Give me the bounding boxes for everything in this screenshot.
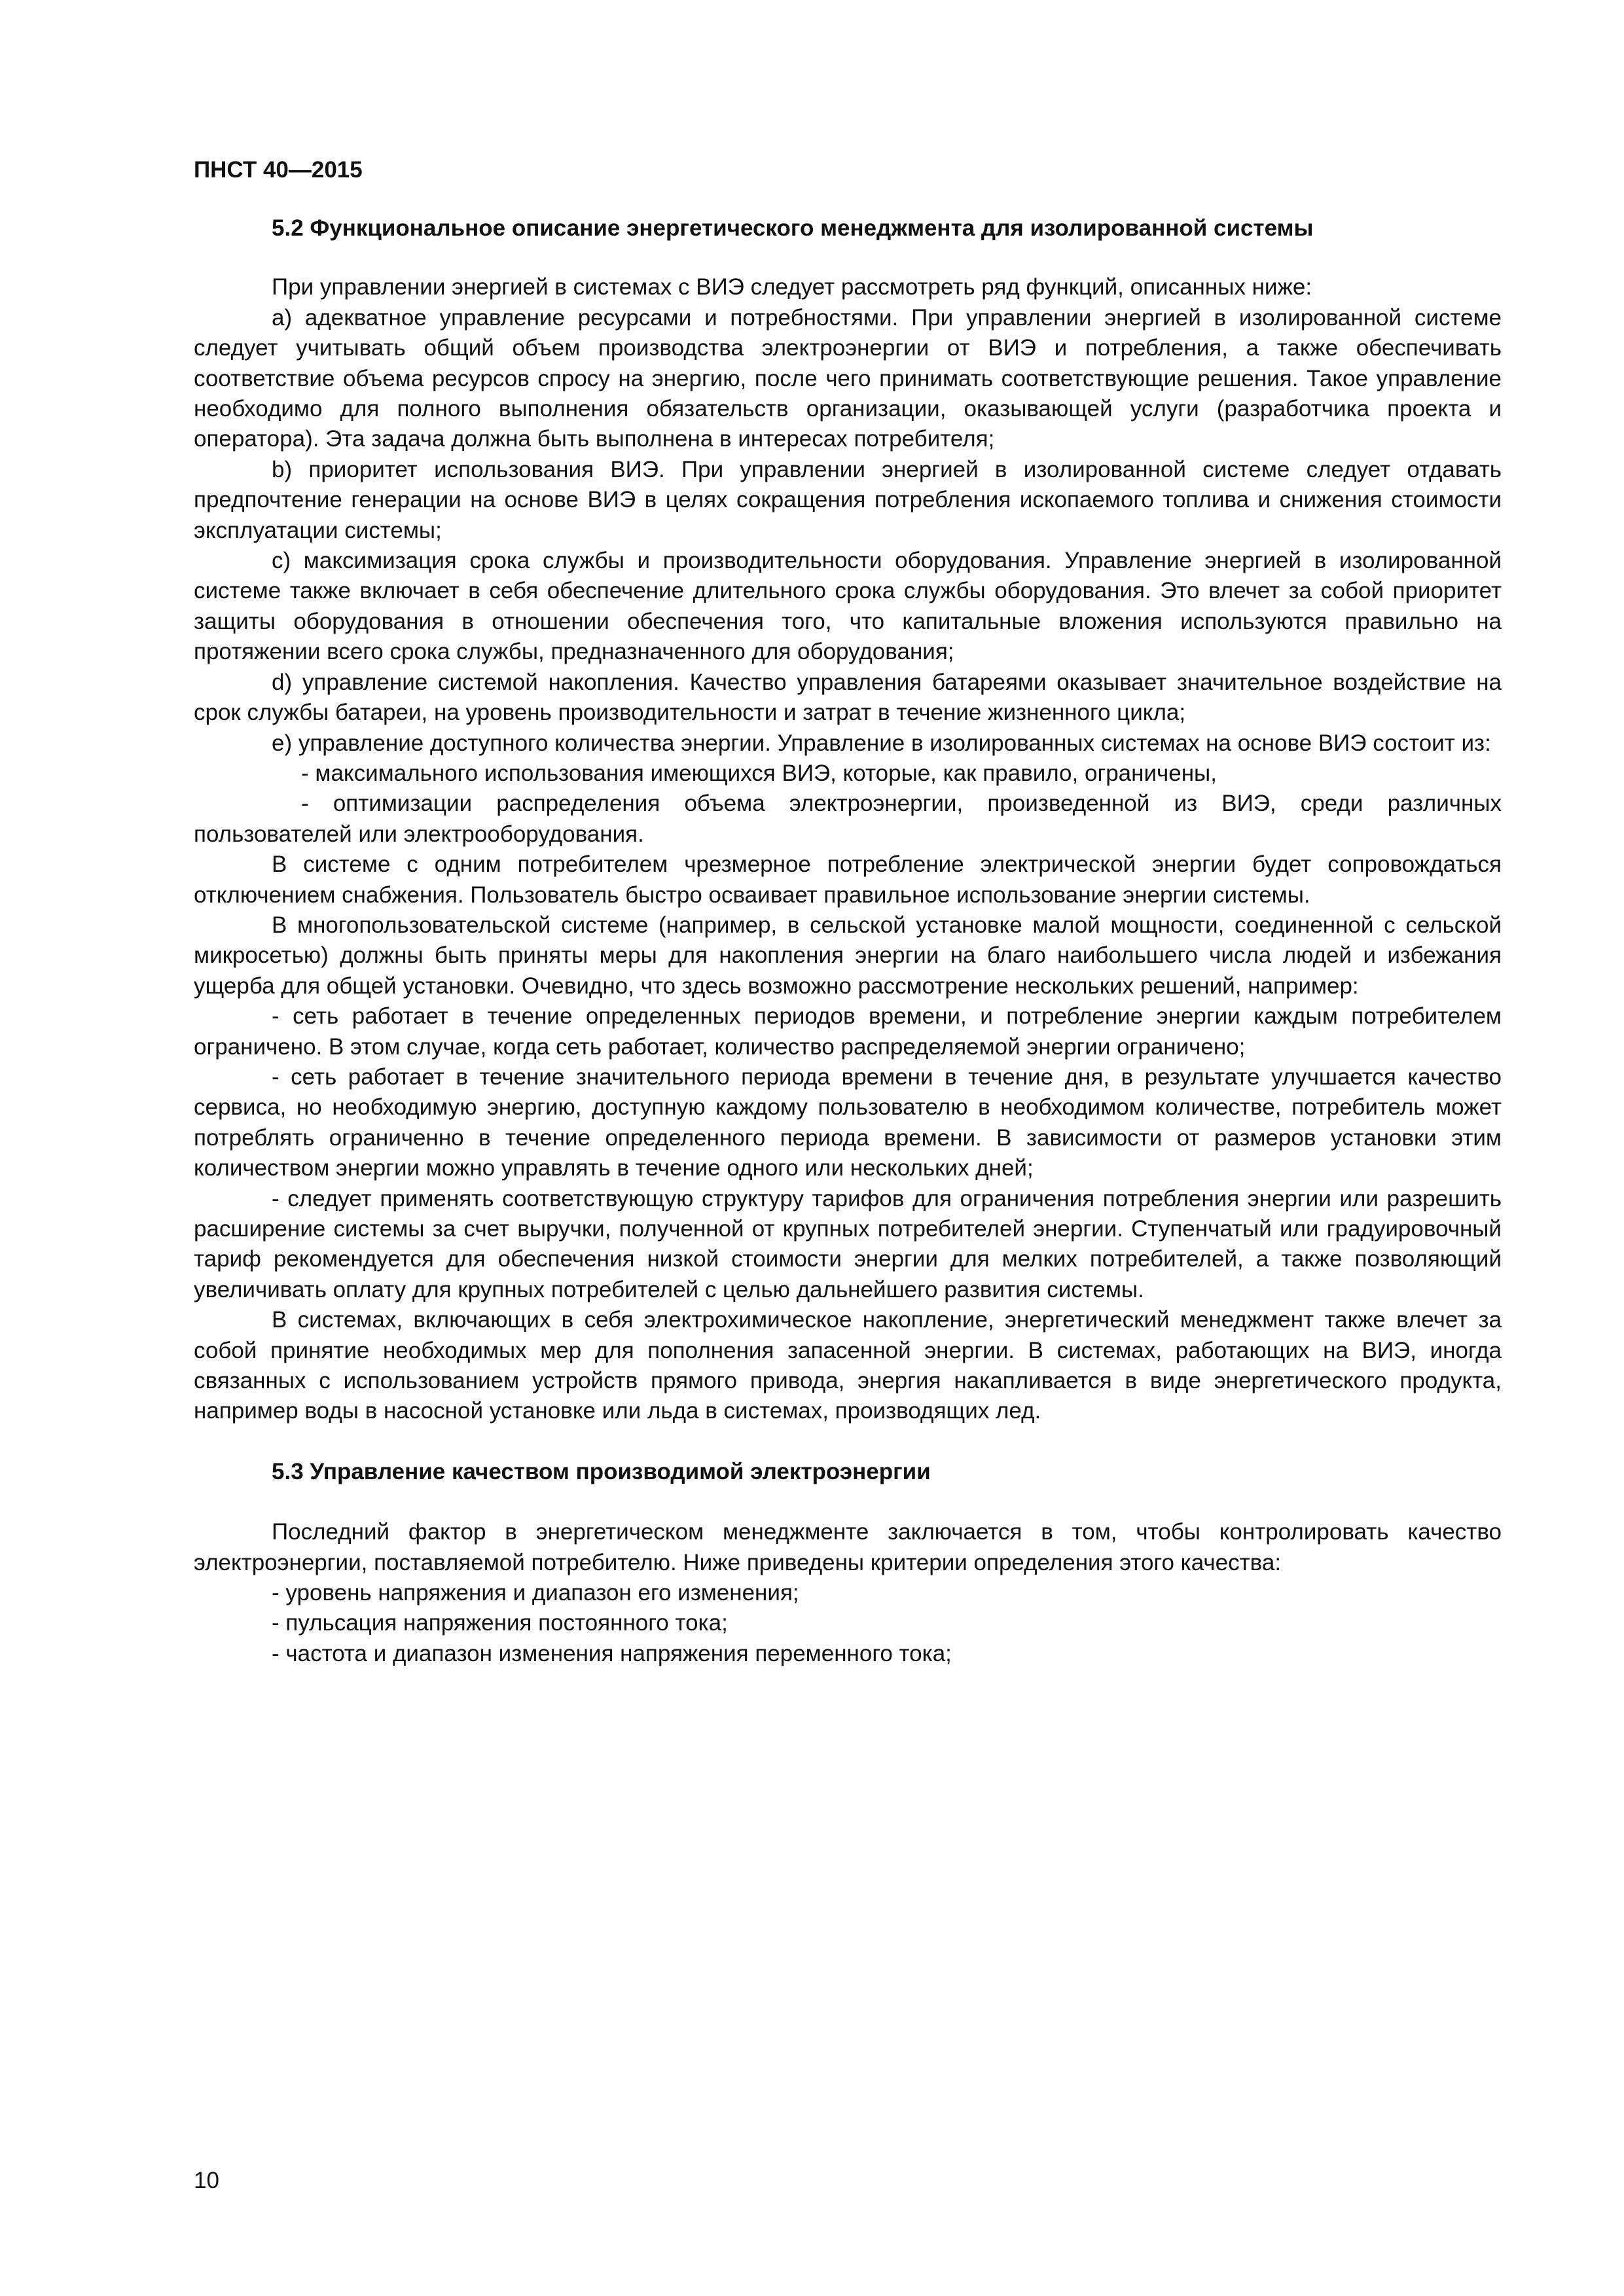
criteria-list-item: - уровень напряжения и диапазон его изменения;	[272, 1580, 799, 1606]
criteria-list-item: - пульсация напряжения постоянного тока;	[272, 1610, 728, 1636]
list-item-e: е) управление доступного количества энергии. Управление в изолированных системах на основе ВИЭ состоит из:	[272, 730, 1491, 756]
list-item-c: с) максимизация срока службы и производительности оборудования. Управление энергией в изолированной системе также включает в себя обеспечение длительного срока службы оборудования. Это влечет за собой приоритет защиты оборудования в отношении обеспечения того, что капитальные вложения используются правильно на протяжении всего срока службы, предназначенного для оборудования;	[194, 548, 1502, 665]
section-5-3-heading: 5.3 Управление качеством производимой электроэнергии	[272, 1458, 931, 1484]
paragraph: В системах, включающих в себя электрохимическое накопление, энергетический менеджмент также влечет за собой принятие необходимых мер для пополнения запасенной энергии. В системах, работающих на ВИЭ, иногда связанных с использованием устройств прямого привода, энергия накапливается в виде энергетического продукта, например воды в насосной установке или льда в системах, производящих лед.	[194, 1307, 1502, 1424]
paragraph: Последний фактор в энергетическом менеджменте заключается в том, чтобы контролировать качество электроэнергии, поставляемой потребителю. Ниже приведены критерии определения этого качества:	[194, 1519, 1502, 1575]
dash-list-item: - сеть работает в течение значительного периода времени в течение дня, в результате улучшается качество сервиса, но необходимую энергию, доступную каждому пользователю в необходимом количестве, потребитель может потреблять ограниченно в течение определенного периода времени. В зависимости от размеров установки этим количеством энергии можно управлять в течение одного или нескольких дней;	[194, 1064, 1502, 1181]
page-number: 10	[194, 2168, 219, 2193]
list-item-d: d) управление системой накопления. Качество управления батареями оказывает значительное воздействие на срок службы батареи, на уровень производительности и затрат в течение жизненного цикла;	[194, 669, 1502, 726]
sub-list-item: - максимального использования имеющихся ВИЭ, которые, как правило, ограничены,	[301, 760, 1217, 786]
paragraph: В многопользовательской системе (например, в сельской установке малой мощности, соединенной с сельской микросетью) должны быть приняты меры для накопления энергии на благо наибольшего числа людей и избежания ущерба для общей установки. Очевидно, что здесь возможно рассмотрение нескольких решений, например:	[194, 912, 1502, 999]
page-content	[194, 213, 1502, 1669]
sub-list-item: - оптимизации распределения объема электроэнергии, произведенной из ВИЭ, среди различных пользователей или электрооборудования.	[194, 791, 1502, 847]
dash-list-item: - следует применять соответствующую структуру тарифов для ограничения потребления энергии или разрешить расширение системы за счет выручки, полученной от крупных потребителей энергии. Ступенчатый или градуировочный тариф рекомендуется для обеспечения низкой стоимости энергии для мелких потребителей, а также позволяющий увеличивать оплату для крупных потребителей с целью дальнейшего развития системы.	[194, 1185, 1502, 1302]
dash-list-item: - сеть работает в течение определенных периодов времени, и потребление энергии каждым потребителем ограничено. В этом случае, когда сеть работает, количество распределяемой энергии ограничено;	[194, 1003, 1502, 1060]
list-item-a: а) адекватное управление ресурсами и потребностями. При управлении энергией в изолированной системе следует учитывать общий объем производства электроэнергии от ВИЭ и потребления, а также обеспечивать соответствие объема ресурсов спросу на энергию, после чего принимать соответствующие решения. Такое управление необходимо для полного выполнения обязательств организации, оказывающей услуги (разработчика проекта и оператора). Эта задача должна быть выполнена в интересах потребителя;	[194, 304, 1502, 452]
document-code: ПНСТ 40—2015	[194, 157, 363, 183]
list-item-b: b) приоритет использования ВИЭ. При управлении энергией в изолированной системе следует отдавать предпочтение генерации на основе ВИЭ в целях сокращения потребления ископаемого топлива и снижения стоимости эксплуатации системы;	[194, 456, 1502, 543]
criteria-list-item: - частота и диапазон изменения напряжения переменного тока;	[272, 1640, 952, 1666]
paragraph: В системе с одним потребителем чрезмерное потребление электрической энергии будет сопровождаться отключением снабжения. Пользователь быстро осваивает правильное использование энергии системы.	[194, 852, 1502, 908]
section-5-2-heading: 5.2 Функциональное описание энергетического менеджмента для изолированной системы	[272, 215, 1314, 241]
paragraph: При управлении энергией в системах с ВИЭ следует рассмотреть ряд функций, описанных ниже:	[272, 274, 1312, 300]
